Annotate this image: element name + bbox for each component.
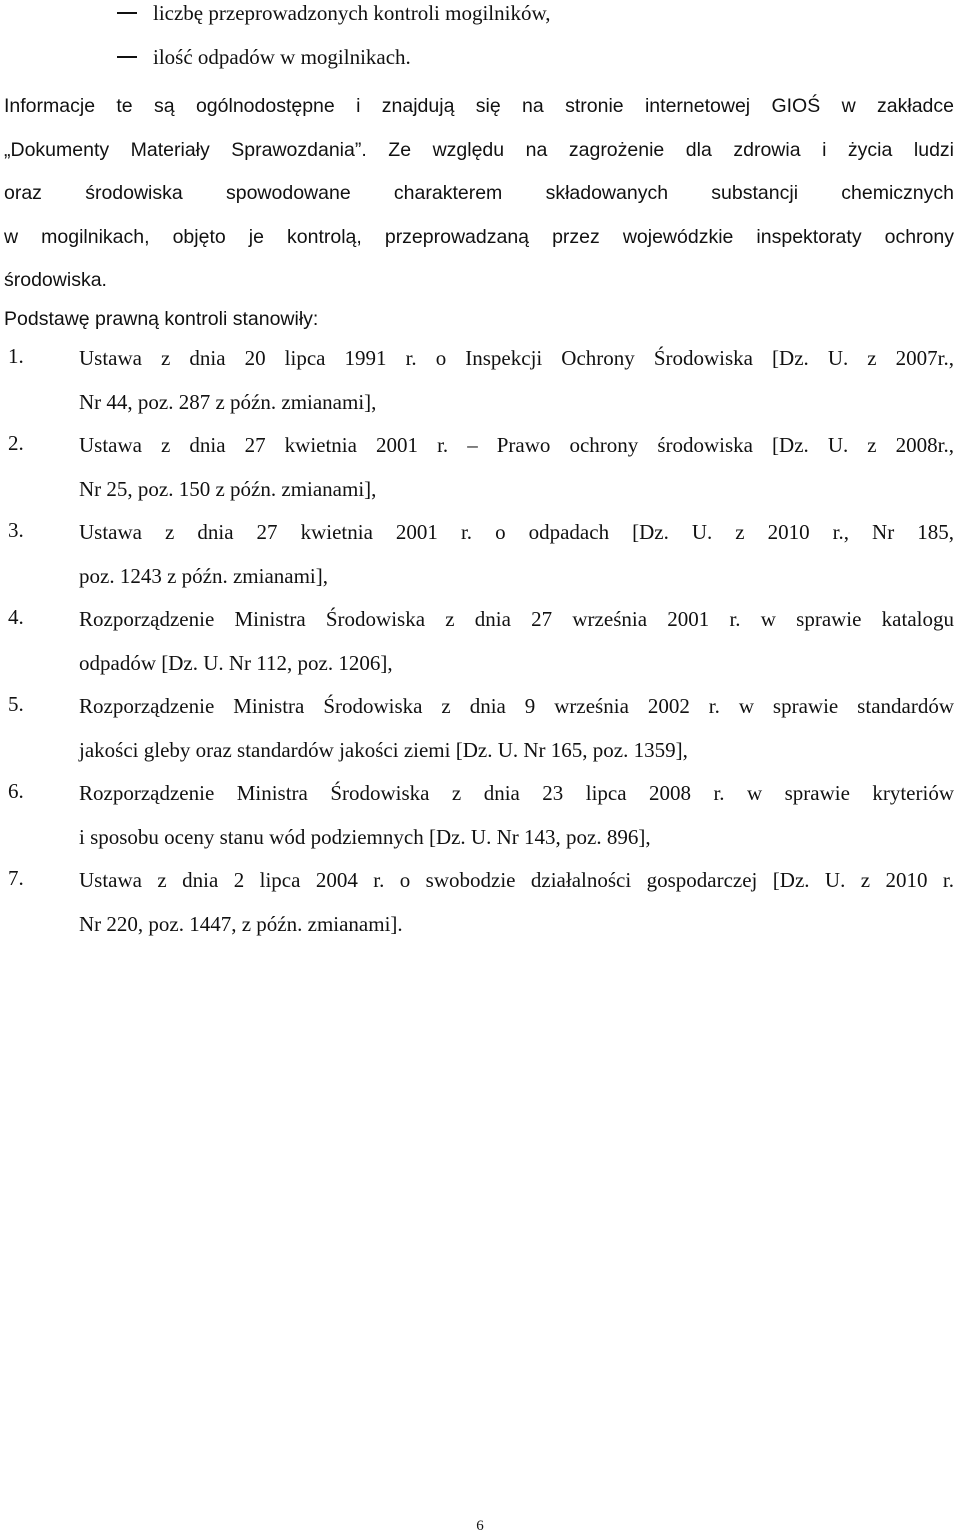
paragraph-line: oraz środowiska spowodowane charakterem składowanych substancji chemicznych <box>4 182 954 204</box>
dash-bullet <box>117 56 137 58</box>
list-item <box>4 518 954 605</box>
page-number: 6 <box>476 1518 484 1534</box>
item-line: Ustawa z dnia 2 lipca 2004 r. o swobodzie działalności gospodarczej [Dz. U. z 2010 r. <box>79 868 954 892</box>
list-item <box>4 344 954 431</box>
paragraph-line: w mogilnikach, objęto je kontrolą, przeprowadzaną przez wojewódzkie inspektoraty ochrony <box>4 225 954 248</box>
item-number: 2. <box>8 431 24 455</box>
item-line: Rozporządzenie Ministra Środowiska z dnia 23 lipca 2008 r. w sprawie kryteriów <box>79 781 954 805</box>
legal-basis-heading: Podstawę prawną kontroli stanowiły: <box>4 308 319 330</box>
item-line: Ustawa z dnia 27 kwietnia 2001 r. – Prawo ochrony środowiska [Dz. U. z 2008r., <box>79 433 954 457</box>
dash-bullet <box>117 12 137 14</box>
list-item <box>117 0 937 44</box>
item-line: Ustawa z dnia 27 kwietnia 2001 r. o odpadach [Dz. U. z 2010 r., Nr 185, <box>79 520 954 544</box>
list-item <box>4 605 954 692</box>
item-line: Rozporządzenie Ministra Środowiska z dnia 9 września 2002 r. w sprawie standardów <box>79 694 954 718</box>
list-item <box>4 866 954 953</box>
item-line: Nr 44, poz. 287 z późn. zmianami], <box>79 389 377 414</box>
item-line: i sposobu oceny stanu wód podziemnych [Dz. U. Nr 143, poz. 896], <box>79 824 651 849</box>
item-number: 5. <box>8 692 24 716</box>
item-number: 7. <box>8 866 24 890</box>
item-line: Rozporządzenie Ministra Środowiska z dnia 27 września 2001 r. w sprawie katalogu <box>79 607 954 631</box>
item-line: Nr 220, poz. 1447, z późn. zmianami]. <box>79 911 403 936</box>
item-line: odpadów [Dz. U. Nr 112, poz. 1206], <box>79 650 393 675</box>
list-item <box>4 692 954 779</box>
list-item <box>4 779 954 866</box>
item-line: jakości gleby oraz standardów jakości ziemi [Dz. U. Nr 165, poz. 1359], <box>79 737 688 762</box>
list-item <box>4 431 954 518</box>
paragraph-line: środowiska. <box>4 269 107 291</box>
list-item <box>117 44 937 88</box>
list-item-text: ilość odpadów w mogilnikach. <box>153 45 411 69</box>
legal-basis-list <box>4 344 954 953</box>
item-line: Nr 25, poz. 150 z późn. zmianami], <box>79 476 377 501</box>
info-paragraph <box>4 85 954 303</box>
item-line: poz. 1243 z późn. zmianami], <box>79 563 329 588</box>
item-line: Ustawa z dnia 20 lipca 1991 r. o Inspekcji Ochrony Środowiska [Dz. U. z 2007r., <box>79 346 954 370</box>
list-item-text: liczbę przeprowadzonych kontroli mogilników, <box>153 1 551 25</box>
paragraph-line: „Dokumenty Materiały Sprawozdania”. Ze względu na zagrożenie dla zdrowia i życia ludzi <box>4 138 954 161</box>
item-number: 3. <box>8 518 24 542</box>
dash-list <box>117 0 937 88</box>
item-number: 4. <box>8 605 24 629</box>
item-number: 1. <box>8 344 24 368</box>
paragraph-line: Informacje te są ogólnodostępne i znajdują się na stronie internetowej GIOŚ w zakładce <box>4 95 954 117</box>
item-number: 6. <box>8 779 24 803</box>
